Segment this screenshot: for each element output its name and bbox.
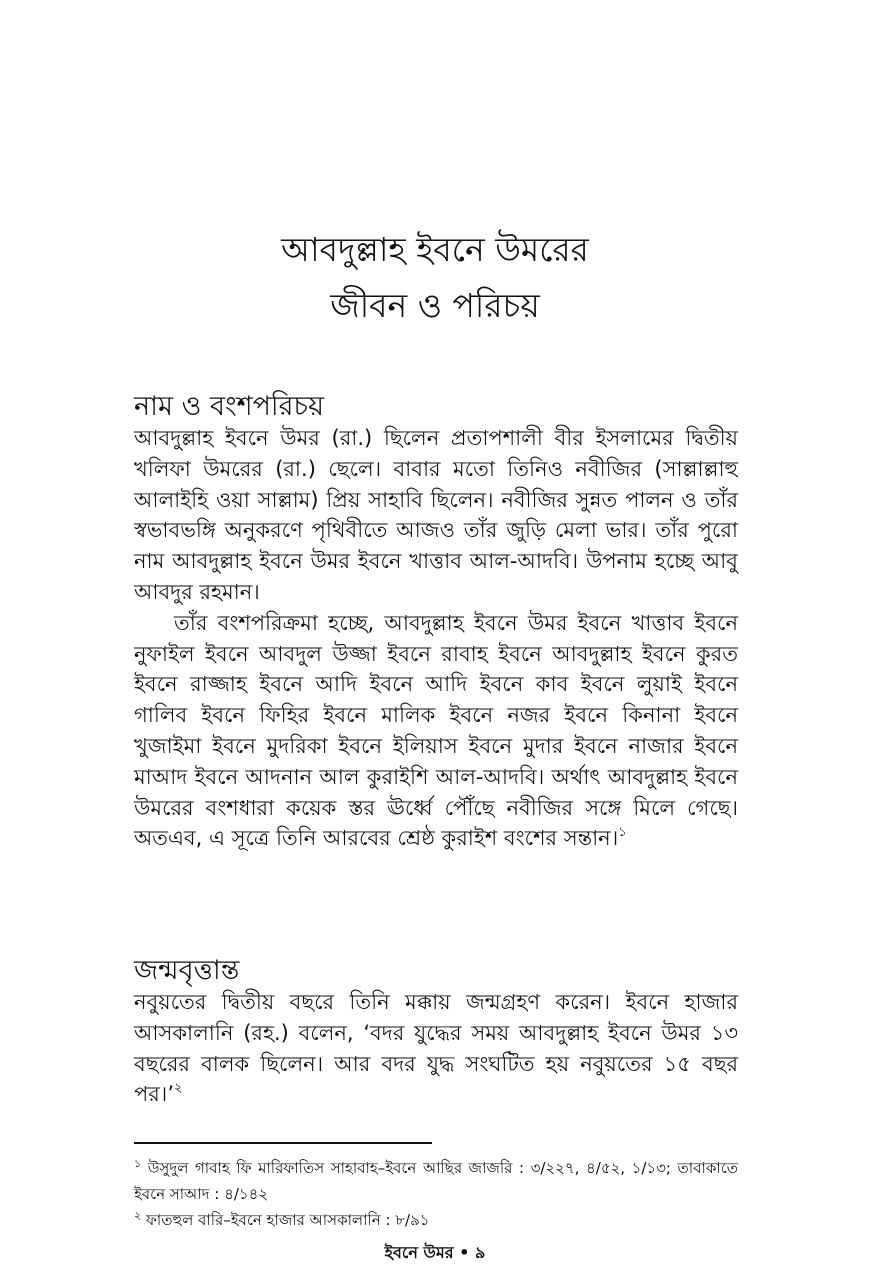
paragraph (134, 423, 738, 608)
footnote-ref[interactable]: ১ (618, 825, 627, 841)
footnote-text: উসুদুল গাবাহ ফি মারিফাতিস সাহাবাহ–ইবনে আছির জাজরি : ৩/২২৭, ৪/৫২, ১/১৩; তাবাকাতে ইবনে সাআদ : ৪/১৪২ (134, 1159, 738, 1203)
footnote (134, 1207, 738, 1233)
footnote (134, 1155, 738, 1207)
paragraph-text: নবুয়তের দ্বিতীয় বছরে তিনি মক্কায় জন্মগ্রহণ করেন। ইবনে হাজার আসকালানি (রহ.) বলেন, ‘বদর যুদ্ধের সময় আবদুল্লাহ ইবনে উমর ১৩ বছরের বালক ছিলেন। আর বদর যুদ্ধ সংঘটিত হয় নবুয়তের ১৫ বছর পর।’ (134, 990, 738, 1107)
footnotes (134, 1155, 738, 1233)
chapter-title (0, 222, 870, 334)
chapter-title-line-1: আবদুল্লাহ ইবনে উমরের (281, 230, 589, 269)
paragraph (134, 608, 738, 854)
paragraph (134, 987, 738, 1110)
chapter-title-line-2: জীবন ও পরিচয় (330, 286, 540, 325)
section-body-birth (134, 987, 738, 1110)
footnote-ref[interactable]: ২ (174, 1081, 183, 1097)
footnote-divider (134, 1142, 432, 1144)
paragraph-text: তাঁর বংশপরিক্রমা হচ্ছে, আবদুল্লাহ ইবনে উমর ইবনে খাত্তাব ইবনে নুফাইল ইবনে আবদুল উজ্জা ইবনে রাবাহ ইবনে আবদুল্লাহ ইবনে কুরত ইবনে রাজ্জাহ ইবনে আদি ইবনে আদি ইবনে কাব ইবনে লুয়াই ইবনে গালিব ইবনে ফিহির ইবনে মালিক ইবনে নজর ইবনে কিনানা ইবনে খুজাইমা ইবনে মুদরিকা ইবনে ইলিয়াস ইবনে মুদার ইবনে নাজার ইবনে মাআদ ইবনে আদনান আল কুরাইশি আল-আদবি। অর্থাৎ আবদুল্লাহ ইবনে উমরের বংশধারা কয়েক স্তর ঊর্ধ্বে পৌঁছে নবীজির সঙ্গে মিলে গেছে। অতএব, এ সূত্রে তিনি আরবের শ্রেষ্ঠ কুরাইশ বংশের সন্তান। (134, 610, 738, 851)
footnote-text: ফাতহুল বারি–ইবনে হাজার আসকালানি : ৮/৯১ (141, 1211, 430, 1229)
section-heading-lineage: নাম ও বংশপরিচয় (134, 391, 324, 422)
section-heading-birth: জন্মবৃত্তান্ত (134, 955, 240, 986)
footnote-mark: ১ (134, 1157, 142, 1170)
footnote-mark: ২ (134, 1209, 142, 1222)
page-footer: ইবনে উমর • ৯ (384, 1243, 486, 1262)
section-body-lineage (134, 423, 738, 854)
paragraph-text: আবদুল্লাহ ইবনে উমর (রা.) ছিলেন প্রতাপশালী বীর ইসলামের দ্বিতীয় খলিফা উমরের (রা.) ছেলে। বাবার মতো তিনিও নবীজির (সাল্লাল্লাহু আলাইহি ওয়া সাল্লাম) প্রিয় সাহাবি ছিলেন। নবীজির সুন্নত পালন ও তাঁর স্বভাবভঙ্গি অনুকরণে পৃথিবীতে আজও তাঁর জুড়ি মেলা ভার। তাঁর পুরো নাম আবদুল্লাহ ইবনে উমর ইবনে খাত্তাব আল-আদবি। উপনাম হচ্ছে আবু আবদুর রহমান। (134, 426, 738, 604)
